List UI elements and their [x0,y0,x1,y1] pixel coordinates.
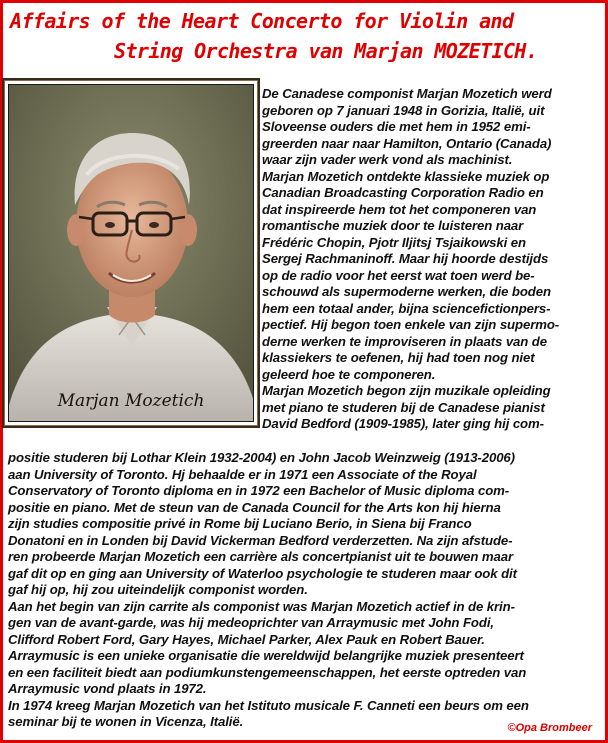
biography-full-width [8,450,602,731]
text-line: Marjan Mozetich ontdekte klassieke muziek op [262,168,550,184]
text-line: romantische muziek door te luisteren naar [262,218,524,233]
text-line: Sloveense ouders die met hem in 1952 emi- [262,119,531,134]
text-line: geleerd hoe te componeren. [262,366,436,382]
text-line: met piano te studeren bij de Canadese pianist [262,399,545,415]
text-line: derne werken te improviseren in plaats van de [262,333,548,349]
text-line: Donatoni en in Londen bij David Vickerman Bedford verderzetten. Na zijn afstude- [8,532,513,548]
text-line: Aan het begin van zijn carrite als componist was Marjan Mozetich actief in de krin- [8,598,515,614]
page-title [10,6,602,66]
title-line-2: String Orchestra van Marjan MOZETICH. [114,39,538,63]
text-line: klassiekers te oefenen, hij had toen nog niet [262,350,535,365]
text-line: hem een totaal ander, bijna sciencefictionpers- [262,300,551,316]
text-line: schouwd als supermoderne werken, die boden [262,284,551,299]
title-line-1: Affairs of the Heart Concerto for Violin and [10,9,514,33]
text-line: Sergej Rachmaninoff. Maar hij hoorde destijds [262,251,549,266]
text-line: positie studeren bij Lothar Klein 1932-2004) en John Jacob Weinzweig (1913-2006) [8,450,515,465]
text-line: zijn studies compositie privé in Rome bij Luciano Berio, in Siena bij Franco [8,516,472,531]
portrait-illustration [9,85,254,422]
text-line: gaf dit op en ging aan University of Waterloo psychologie te studeren maar ook dit [8,565,517,581]
text-line: Canadian Broadcasting Corporation Radio en [262,185,544,200]
text-line: Clifford Robert Ford, Gary Hayes, Michael Parker, Alex Pauk en Robert Bauer. [8,631,485,647]
text-line: ren probeerde Marjan Mozetich een carrière als concertpianist uit te bouwen maar [8,549,513,564]
copyright-signature: ©Opa Brombeer [507,722,592,734]
text-line: dat inspireerde hem tot het componeren van [262,201,537,217]
text-line: en een faciliteit biedt aan podiumkunstengemeenschappen, het eerste optreden van [8,664,527,680]
text-line: aan University of Toronto. Hj behaalde er in 1971 een Associate of the Royal [8,466,477,482]
text-line: Conservatory of Toronto diploma en in 1972 een Bachelor of Music diploma com- [8,483,510,498]
text-line: seminar bij te wonen in Vicenza, Italië. [8,714,244,729]
text-line: pectief. Hij begon toen enkele van zijn supermo- [262,317,560,332]
text-line: Frédéric Chopin, Pjotr Iljitsj Tsjaikowski en [262,234,526,250]
text-line: De Canadese componist Marjan Mozetich werd [262,86,552,101]
text-line: op de radio voor het eerst wat toen werd be- [262,267,535,283]
text-line: David Bedford (1909-1985), later ging hij com- [262,416,544,431]
text-line: In 1974 kreeg Marjan Mozetich van het Istituto musicale F. Canneti een beurs om een [8,697,529,713]
text-line: geboren op 7 januari 1948 in Gorizia, Italië, uit [262,102,545,118]
text-line: Arraymusic is een unieke organisatie die wereldwijd belangrijke muziek presenteert [8,648,524,663]
text-line: Marjan Mozetich begon zijn muzikale opleiding [262,383,551,398]
text-line: Arraymusic vond plaats in 1972. [8,681,207,696]
portrait-photo [8,84,254,422]
text-line: gen van de avant-garde, was hij medeoprichter van Arraymusic met John Fodi, [8,615,494,630]
text-line: waar zijn vader werk vond als machinist. [262,152,513,167]
biography-right-column [262,86,598,433]
text-line: gaf hij op, hij zou uiteindelijk componist worden. [8,582,308,597]
photo-caption: Marjan Mozetich [57,391,205,411]
text-line: positie en piano. Met de steun van de Canada Council for the Arts kon hij hierna [8,499,501,515]
text-line: greerden naar naar Hamilton, Ontario (Canada) [262,135,552,151]
